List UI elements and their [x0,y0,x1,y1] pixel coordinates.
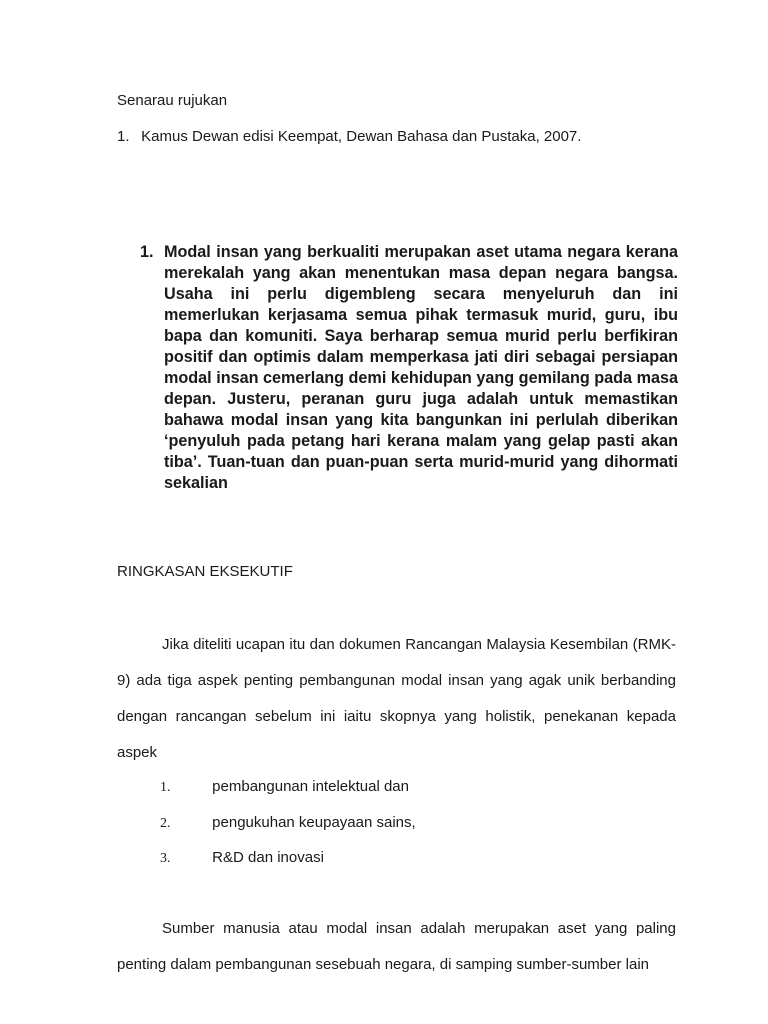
references-heading: Senarau rujukan [117,92,228,109]
reference-item [117,128,581,145]
aspect-list [160,772,416,879]
list-item [160,843,416,879]
reference-item-text: Kamus Dewan edisi Keempat, Dewan Bahasa dan Pustaka, 2007. [141,128,582,145]
list-item-text: pembangunan intelektual dan [212,778,409,795]
summary-paragraph-1: Jika diteliti ucapan itu dan dokumen Rancangan Malaysia Kesembilan (RMK-9) ada tiga aspek penting pembangunan modal insan yang agak unik berbanding dengan rancangan sebelum ini iaitu skopnya yang holistik, penekanan kepada aspek [117,636,676,761]
executive-summary-heading: RINGKASAN EKSEKUTIF [117,563,293,580]
list-item-number: 3. [160,851,171,866]
list-item-text: pengukuhan keupayaan sains, [212,813,416,831]
list-item-text: R&D dan inovasi [212,849,324,866]
list-item [160,772,416,808]
list-item-number: 1. [160,780,171,795]
list-item-number: 2. [160,815,171,831]
list-item [160,808,416,844]
reference-item-number: 1. [117,128,130,145]
quote-number: 1. [140,243,154,261]
summary-paragraph-2: Sumber manusia atau modal insan adalah merupakan aset yang paling penting dalam pembangunan sesebuah negara, di samping sumber-sumber lain [117,920,676,973]
quote-block [140,242,678,494]
quote-text: Modal insan yang berkualiti merupakan aset utama negara kerana merekalah yang akan menentukan masa depan negara bangsa. Usaha ini perlu digembleng secara menyeluruh dan ini memerlukan kerjasama semua pihak termasuk murid, guru, ibu bapa dan komuniti. Saya berharap semua murid perlu berfikiran positif dan optimis dalam memperkasa jati diri sebagai persiapan modal insan cemerlang demi kehidupan yang gemilang pada masa depan. Justeru, peranan guru juga adalah untuk memastikan bahawa modal insan yang kita bangunkan ini perlulah diberikan ‘penyuluh pada petang hari kerana malam yang gelap pasti akan tiba’. Tuan-tuan dan puan-puan serta murid-murid yang dihormati sekalian [164,243,678,492]
